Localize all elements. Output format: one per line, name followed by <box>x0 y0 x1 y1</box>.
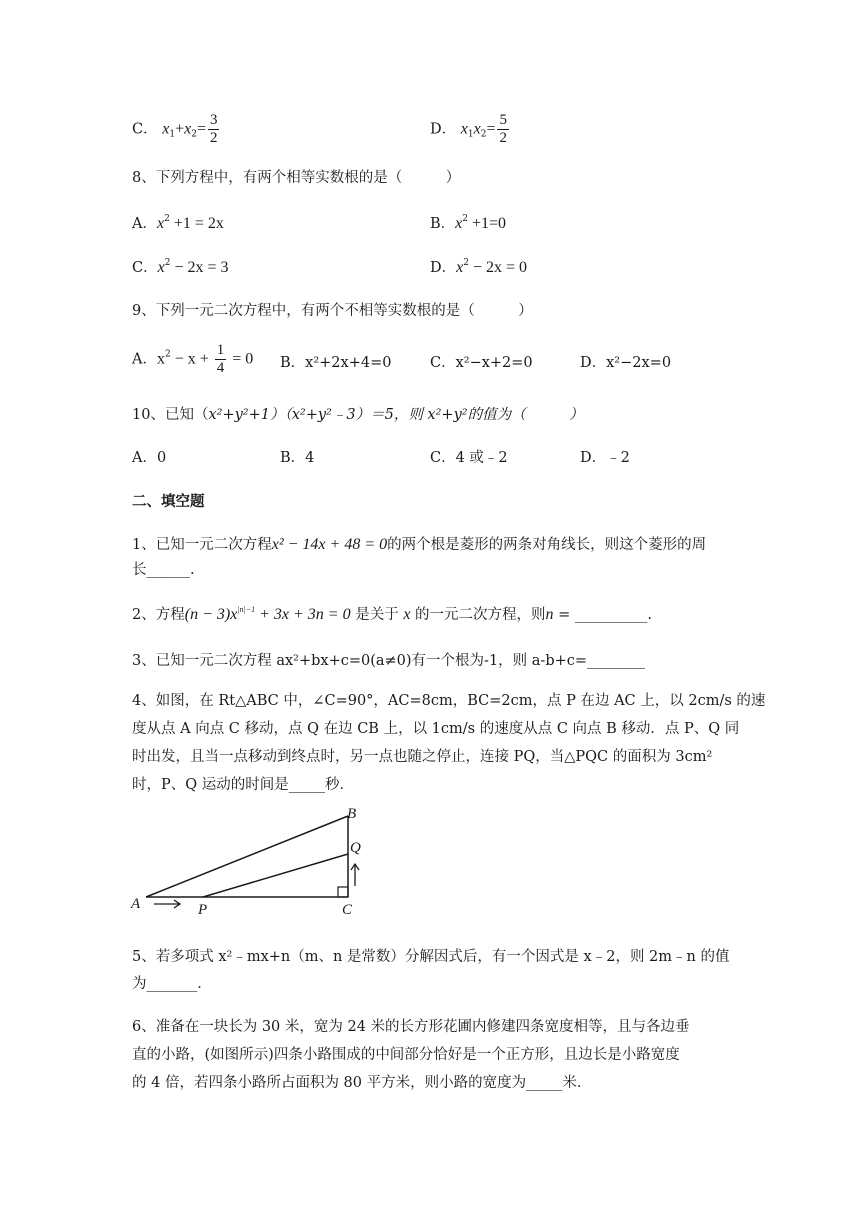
q10-option-c: C．4 或﹣2 <box>430 450 508 466</box>
q10-stem-b: x²+y²+1）（x²+y²﹣3）＝5，则 x²+y²的值为（ ） <box>208 407 584 423</box>
q9-a-num: 1 <box>216 342 225 358</box>
q7-c-fraction <box>208 112 220 147</box>
fill-q6-line2: 直的小路，(如图所示)四条小路围成的中间部分恰好是一个正方形，且边长是小路宽度 <box>132 1047 680 1063</box>
fill-q2-x: x <box>403 606 411 623</box>
fill-q4-line4: 时，P、Q 运动的时间是_____秒． <box>132 777 355 793</box>
q9-a-x: x <box>156 350 165 368</box>
label-c: C <box>342 902 353 918</box>
q8-b-post: +1=0 <box>468 215 507 232</box>
q9-a-label: A． <box>132 351 157 368</box>
fill-q2-exponent: |n|−1 <box>237 605 256 614</box>
fill-q1-text-b: 的两个根是菱形的两条对角线长，则这个菱形的周 <box>387 537 707 553</box>
side-ab <box>146 816 348 897</box>
fill-q6-line1: 6、准备在一块长为 30 米，宽为 24 米的长方形花圃内修建四条宽度相等，且与各边垂 <box>132 1019 690 1035</box>
q7-d-den: 2 <box>499 130 507 146</box>
q10-stem-a: 10、已知（ <box>132 407 209 423</box>
section-title: 二、填空题 <box>132 494 205 510</box>
segment-pq <box>203 854 348 897</box>
fill-q1-text-a: 1、已知一元二次方程 <box>132 537 272 553</box>
fill-q5-line2: 为_______． <box>132 976 212 992</box>
q10-option-b: B．4 <box>280 450 315 466</box>
q8-d-sup: 2 <box>463 258 469 268</box>
fill-q6-line3: 的 4 倍，若四条小路所占面积为 80 平方米，则小路的宽度为_____米． <box>132 1075 592 1091</box>
q8-option-d <box>430 256 527 277</box>
q9-stem: 9、下列一元二次方程中，有两个不相等实数根的是（ ） <box>132 303 533 319</box>
fill-q4-line2: 度从点 A 向点 C 移动，点 Q 在边 CB 上，以 1cm/s 的速度从点 C 向点 B 移动．点 P、Q 同 <box>132 721 740 737</box>
fill-q4-line1: 4、如图，在 Rt△ABC 中，∠C=90°，AC=8cm，BC=2cm，点 P 在边 AC 上，以 2cm/s 的速 <box>132 693 766 709</box>
q8-option-b <box>430 212 506 233</box>
q7-d-fraction <box>497 112 509 147</box>
q8-stem: 8、下列方程中，有两个相等实数根的是（ ） <box>132 170 461 186</box>
fill-q2-equation: (n − 3)x <box>184 606 238 623</box>
q10-option-d: D．﹣2 <box>580 450 630 466</box>
q7-c-num: 3 <box>209 112 218 128</box>
q7-c-den: 2 <box>209 130 218 146</box>
q7-d-x1: x <box>460 120 468 138</box>
label-q: Q <box>350 840 361 856</box>
q9-option-b: B．x²+2x+4=0 <box>280 355 392 371</box>
fill-q1-equation: x² − 14x + 48 = 0 <box>271 536 388 553</box>
triangle-figure <box>128 802 388 922</box>
q8-b-x: x <box>455 215 463 232</box>
q8-option-c <box>132 256 229 277</box>
q7-d-sub2: 2 <box>480 129 487 140</box>
fill-q2-equation-rest: + 3x + 3n = 0 <box>255 606 351 623</box>
q8-b-label: B． <box>430 216 456 232</box>
fill-q2-text-d: = __________. <box>553 607 653 623</box>
q8-c-sup: 2 <box>164 258 171 268</box>
q10-option-a: A．0 <box>132 450 167 466</box>
q7-d-x2: x <box>473 120 481 138</box>
q8-c-x: x <box>157 259 165 276</box>
q8-a-sup: 2 <box>164 214 170 224</box>
arrow-right-icon <box>154 900 180 908</box>
q7-c-x2: x <box>184 120 192 138</box>
q8-c-post: − 2x = 3 <box>170 259 229 276</box>
q7-option-c-label: C． <box>132 121 158 138</box>
q9-a-post: = 0 <box>228 350 254 368</box>
fill-q2-text-a: 2、方程 <box>132 607 185 623</box>
fill-q2-n: n <box>545 606 554 623</box>
q8-d-post: − 2x = 0 <box>468 259 528 276</box>
q9-a-den: 4 <box>216 360 225 376</box>
fill-q4-line3: 时出发，且当一点移动到终点时，另一点也随之停止，连接 PQ，当△PQC 的面积为 3cm² <box>132 749 713 765</box>
label-a: A <box>131 896 141 912</box>
q8-option-a <box>132 212 224 233</box>
q7-option-d-label: D． <box>430 121 457 138</box>
q8-b-sup: 2 <box>462 214 468 224</box>
q9-option-c: C．x²−x+2=0 <box>430 355 533 371</box>
q9-option-d: D．x²−2x=0 <box>580 355 672 371</box>
fill-q1-line1 <box>132 533 706 554</box>
fill-q5-line1: 5、若多项式 x²﹣mx+n（m、n 是常数）分解因式后，有一个因式是 x﹣2，则 2m﹣n 的值 <box>132 949 730 965</box>
fill-q2-text-b: 是关于 <box>350 607 404 623</box>
right-angle-mark <box>338 887 348 897</box>
q9-a-mid: − x + <box>170 350 213 368</box>
q8-c-label: C． <box>132 260 158 276</box>
q7-option-c <box>132 112 221 147</box>
fill-q2-text-c: 的一元二次方程，则 <box>410 607 546 623</box>
q7-c-plus: + <box>175 120 185 138</box>
q8-a-x: x <box>156 215 165 232</box>
q7-c-eq: = <box>196 120 206 138</box>
q7-d-num: 5 <box>499 112 507 128</box>
q7-c-sub1: 1 <box>169 129 176 140</box>
fill-q2 <box>132 603 652 624</box>
fill-q1-line2: 长______. <box>132 562 195 578</box>
fill-q3: 3、已知一元二次方程 ax²+bx+c=0(a≠0)有一个根为-1，则 a-b+c=________ <box>132 653 646 669</box>
q7-c-x1: x <box>162 120 170 138</box>
q8-a-label: A． <box>132 216 157 232</box>
q8-d-label: D． <box>430 260 457 276</box>
q7-c-sub2: 2 <box>191 129 197 140</box>
q10-stem <box>132 403 584 424</box>
q8-a-post: +1 = 2x <box>169 215 224 232</box>
label-p: P <box>198 902 208 918</box>
q9-a-sup: 2 <box>164 349 171 360</box>
arrow-up-icon <box>351 864 359 886</box>
q7-option-d <box>430 112 511 147</box>
q7-d-eq: = <box>486 120 496 138</box>
label-b: B <box>347 806 357 822</box>
q8-d-x: x <box>456 259 464 276</box>
q7-d-sub1: 1 <box>467 129 474 140</box>
q9-a-fraction <box>215 342 227 377</box>
q9-option-a <box>132 342 253 377</box>
